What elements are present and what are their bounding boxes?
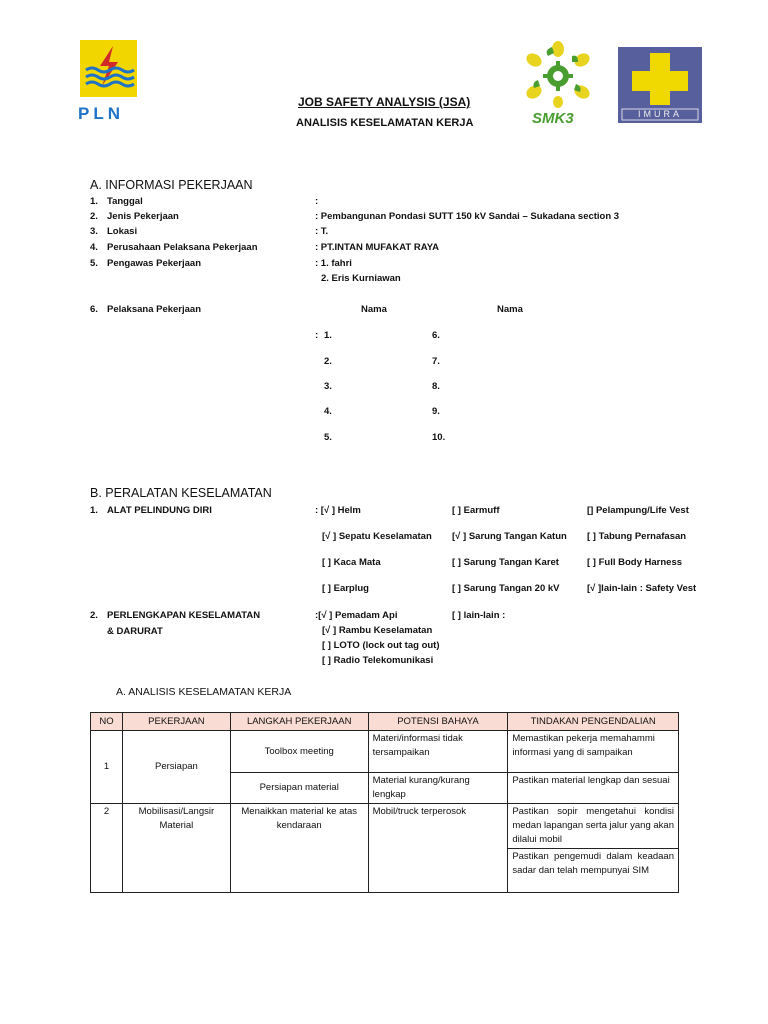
pelaksana-number: 6. [432,330,440,341]
document-title: JOB SAFETY ANALYSIS (JSA) [298,95,471,109]
pelaksana-name-header: Nama [361,304,387,315]
info-label: Pengawas Pekerjaan [107,258,201,269]
control-cell: Pastikan material lengkap dan sesuai [508,773,679,804]
apd-checkbox-item: [ ] Sarung Tangan Karet [452,557,559,568]
column-header: NO [91,713,123,731]
info-label: Tanggal [107,196,143,207]
pelaksana-colon: : [315,330,319,341]
pln-logo [80,40,137,97]
hazard-cell: Materi/informasi tidak tersampaikan [368,731,508,773]
smk3-logo-text: SMK3 [532,110,574,127]
table-row [91,804,679,849]
apd-checkbox-item: [√ ] Sepatu Keselamatan [322,531,432,542]
info-value: : [315,196,319,207]
imura-logo [618,47,702,123]
apd-checkbox-item: [√ ]lain-lain : Safety Vest [587,583,697,594]
apd-checkbox-item: [] Pelampung/Life Vest [587,505,689,516]
info-number: 4. [90,242,98,253]
table-header-row [91,713,679,731]
analysis-heading: A. ANALISIS KESELAMATAN KERJA [116,686,292,698]
perlengkapan-label: & DARURAT [107,626,163,637]
info-value: : Pembangunan Pondasi SUTT 150 kV Sandai – Sukadana section 3 [315,211,620,222]
info-label: Pelaksana Pekerjaan [107,304,202,315]
step-cell: Toolbox meeting [230,731,368,773]
pelaksana-name-header: Nama [497,304,523,315]
column-header: LANGKAH PEKERJAAN [230,713,368,731]
info-value-pengawas-2: 2. Eris Kurniawan [321,273,401,284]
apd-checkbox-item: [ ] Sarung Tangan 20 kV [452,583,560,594]
pelaksana-number: 8. [432,381,440,392]
info-number: 3. [90,226,98,237]
table-row [91,731,679,773]
section-b-heading: B. PERALATAN KESELAMATAN [90,486,272,500]
hazard-cell: Material kurang/kurang lengkap [368,773,508,804]
apd-checkbox-item: [ ] Earplug [322,583,369,594]
step-cell: Persiapan material [230,773,368,804]
document-subtitle: ANALISIS KESELAMATAN KERJA [296,117,474,129]
perlengkapan-checkbox-item: [ ] Radio Telekomunikasi [322,655,434,666]
info-number: 1. [90,196,98,207]
section-a-heading: A. INFORMASI PEKERJAAN [90,178,253,192]
apd-checkbox-item: : [√ ] Helm [315,505,361,516]
hazard-cell: Mobil/truck terperosok [368,804,508,893]
info-number: 5. [90,258,98,269]
control-cell: Pastikan sopir mengetahui kondisi medan lapangan serta jalur yang akan dilalui mobil [508,804,679,849]
step-cell: Menaikkan material ke atas kendaraan [230,804,368,893]
apd-label: ALAT PELINDUNG DIRI [107,505,212,516]
apd-checkbox-item: [ ] Tabung Pernafasan [587,531,687,542]
pelaksana-number: 1. [324,330,332,341]
apd-checkbox-item: [ ] Earmuff [452,505,500,516]
column-header: PEKERJAAN [122,713,230,731]
pelaksana-number: 9. [432,406,440,417]
pelaksana-number: 3. [324,381,332,392]
pelaksana-number: 4. [324,406,332,417]
pelaksana-number: 2. [324,356,332,367]
apd-number: 1. [90,505,98,516]
info-label: Perusahaan Pelaksana Pekerjaan [107,242,258,253]
perlengkapan-checkbox-item: :[√ ] Pemadam Api [315,610,398,621]
smk3-logo [518,40,598,132]
control-cell: Pastikan pengemudi dalam keadaan sadar dan telah mempunyai SIM [508,849,679,893]
column-header: POTENSI BAHAYA [368,713,508,731]
info-number: 2. [90,211,98,222]
apd-checkbox-item: [√ ] Sarung Tangan Katun [452,531,567,542]
info-value: : PT.INTAN MUFAKAT RAYA [315,242,440,253]
perlengkapan-number: 2. [90,610,98,621]
job-cell: Persiapan [122,731,230,804]
perlengkapan-checkbox-item: [ ] LOTO (lock out tag out) [322,640,440,651]
imura-logo-text: IMURA [638,109,682,119]
column-header: TINDAKAN PENGENDALIAN [508,713,679,731]
control-cell: Memastikan pekerja memahammi informasi yang di sampaikan [508,731,679,773]
perlengkapan-checkbox-item: [ ] lain-lain : [452,610,506,621]
info-number: 6. [90,304,98,315]
apd-checkbox-item: [ ] Kaca Mata [322,557,381,568]
job-cell: Mobilisasi/Langsir Material [122,804,230,893]
perlengkapan-label: PERLENGKAPAN KESELAMATAN [107,610,261,621]
pln-logo-text: PLN [78,104,124,123]
info-label: Jenis Pekerjaan [107,211,179,222]
pelaksana-number: 5. [324,432,332,443]
row-number: 2 [91,804,123,893]
row-number: 1 [91,731,123,804]
pln-lightning-icon [80,40,137,97]
pelaksana-number: 7. [432,356,440,367]
info-value: : 1. fahri [315,258,352,269]
info-label: Lokasi [107,226,138,237]
pelaksana-number: 10. [432,432,446,443]
perlengkapan-checkbox-item: [√ ] Rambu Keselamatan [322,625,433,636]
apd-checkbox-item: [ ] Full Body Harness [587,557,683,568]
info-value: : T. [315,226,329,237]
jsa-table [90,712,679,893]
